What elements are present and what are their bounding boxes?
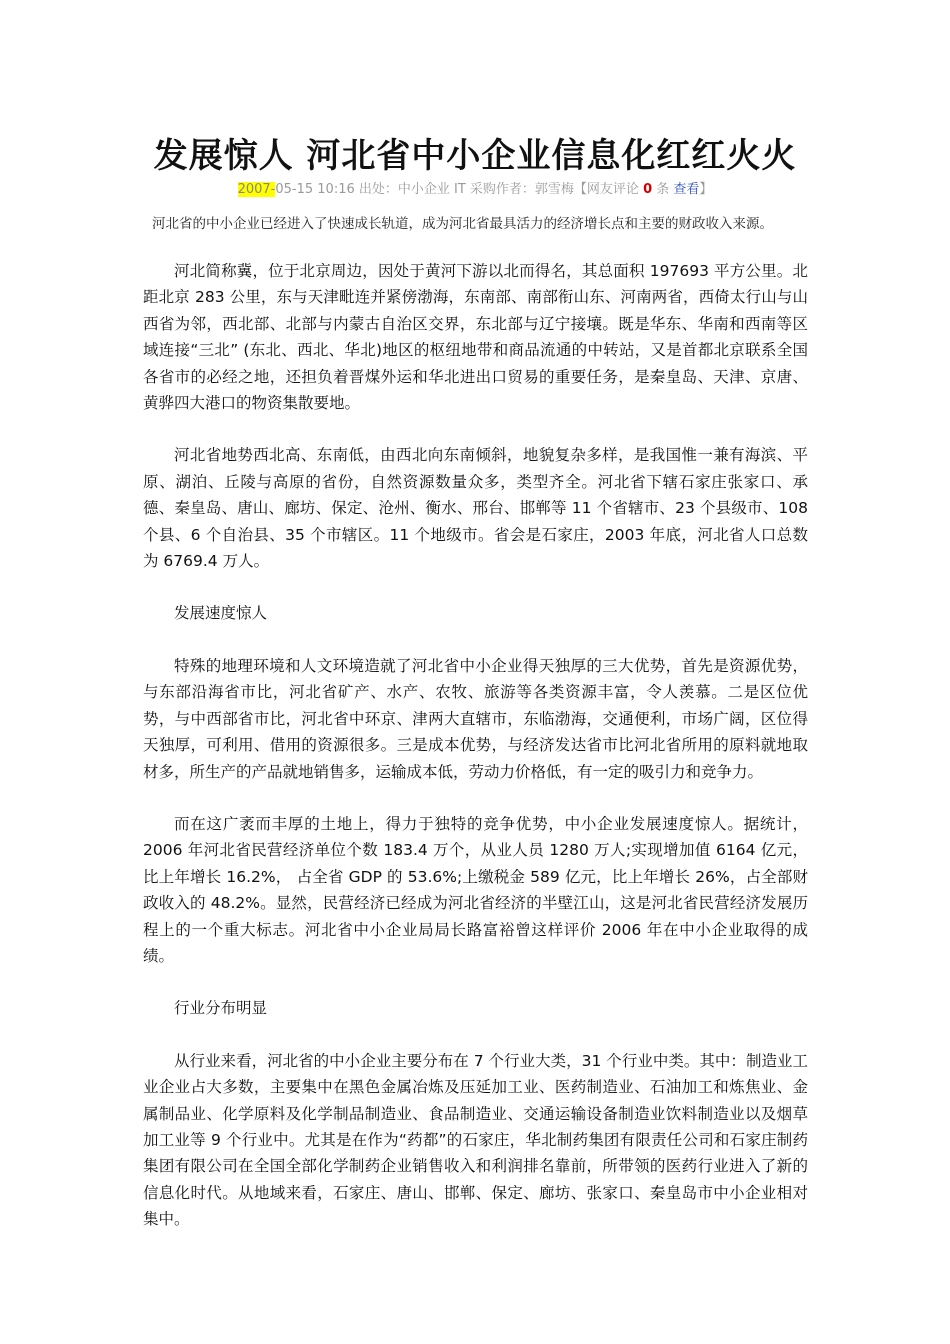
summary-text: 河北省的中小企业已经进入了快速成长轨道，成为河北省最具活力的经济增长点和主要的财政收入来源。 — [152, 216, 773, 232]
subheading-growth: 发展速度惊人 — [174, 604, 268, 623]
subheading-industry: 行业分布明显 — [174, 999, 268, 1018]
paragraph-statistics: 而在这广袤而丰厚的土地上，得力于独特的竞争优势，中小企业发展速度惊人。据统计，2006 年河北省民营经济单位个数 183.4 万个，从业人员 1280 万人;实现增加值 6164 亿元，比上年增长 16.2%， 占全省 GDP 的 53.6%;上缴税金 589 亿元，比上年增长 26%，占全部财政收入的 48.2%。显然，民营经济已经成为河北省经济的半壁江山，这是河北省民营经济发展历程上的一个重大标志。河北省中小企业局局长路富裕曾这样评价 2006 年在中小企业取得的成绩。 — [143, 814, 808, 965]
comment-unit: 条 — [652, 182, 674, 197]
paragraph-terrain: 河北省地势西北高、东南低，由西北向东南倾斜，地貌复杂多样，是我国惟一兼有海滨、平原、湖泊、丘陵与高原的省份，自然资源数量众多，类型齐全。河北省下辖石家庄张家口、承德、秦皇岛、唐山、廊坊、保定、沧州、衡水、邢台、邯郸等 11 个省辖市、23 个县级市、108 个县、6 个自治县、35 个市辖区。11 个地级市。省会是石家庄，2003 年底，河北省人口总数为 6769.4 万人。 — [143, 446, 808, 571]
paragraph-industry: 从行业来看，河北省的中小企业主要分布在 7 个行业大类，31 个行业中类。其中：制造业工业企业占大多数，主要集中在黑色金属冶炼及压延加工业、医药制造业、石油加工和炼焦业、金属制品业、化学原料及化学制品制造业、食品制造业、交通运输设备制造业饮料制造业以及烟草加工业等 9 个行业中。尤其是在作为“药都”的石家庄，华北制药集团有限责任公司和石家庄制药集团有限公司在全国全部化学制药企业销售收入和利润排名靠前，所带领的医药行业进入了新的信息化时代。从地域来看，石家庄、唐山、邯郸、保定、廊坊、张家口、秦皇岛市中小企业相对集中。 — [143, 1051, 808, 1229]
paragraph-location: 河北简称冀，位于北京周边，因处于黄河下游以北而得名，其总面积 197693 平方公里。北距北京 283 公里，东与天津毗连并紧傍渤海，东南部、南部衔山东、河南两省，西倚太行山与山西省为邻，西北部、北部与内蒙古自治区交界，东北部与辽宁接壤。既是华东、华南和西南等区域连接“三北” (东北、西北、华北)地区的枢纽地带和商品流通的中转站，又是首都北京联系全国各省市的必经之地，还担负着晋煤外运和华北进出口贸易的重要任务，是秦皇岛、天津、京唐、黄骅四大港口的物资集散要地。 — [143, 262, 808, 413]
meta-end-bracket: 】 — [699, 182, 713, 197]
article-meta — [0, 178, 950, 197]
article-title: 发展惊人 河北省中小企业信息化红红火火 — [153, 136, 797, 176]
paragraph-advantages: 特殊的地理环境和人文环境造就了河北省中小企业得天独厚的三大优势，首先是资源优势，与东部沿海省市比，河北省矿产、水产、农牧、旅游等各类资源丰富，令人羡慕。二是区位优势，与中西部省市比，河北省中环京、津两大直辖市，东临渤海，交通便利，市场广阔，区位得天独厚，可利用、借用的资源很多。三是成本优势，与经济发达省市比河北省所用的原料就地取材多，所生产的产品就地销售多，运输成本低，劳动力价格低，有一定的吸引力和竞争力。 — [143, 656, 808, 781]
date-year-highlight: 2007- — [237, 182, 276, 197]
comment-count: 0 — [643, 182, 653, 197]
view-comments-link[interactable]: 查看 — [673, 182, 700, 197]
article-summary — [152, 212, 807, 237]
article-body — [143, 258, 808, 1259]
date-rest: 05-15 10:16 — [275, 182, 355, 197]
source-author: 出处：中小企业 IT 采购作者：郭雪梅【网友评论 — [354, 182, 644, 197]
